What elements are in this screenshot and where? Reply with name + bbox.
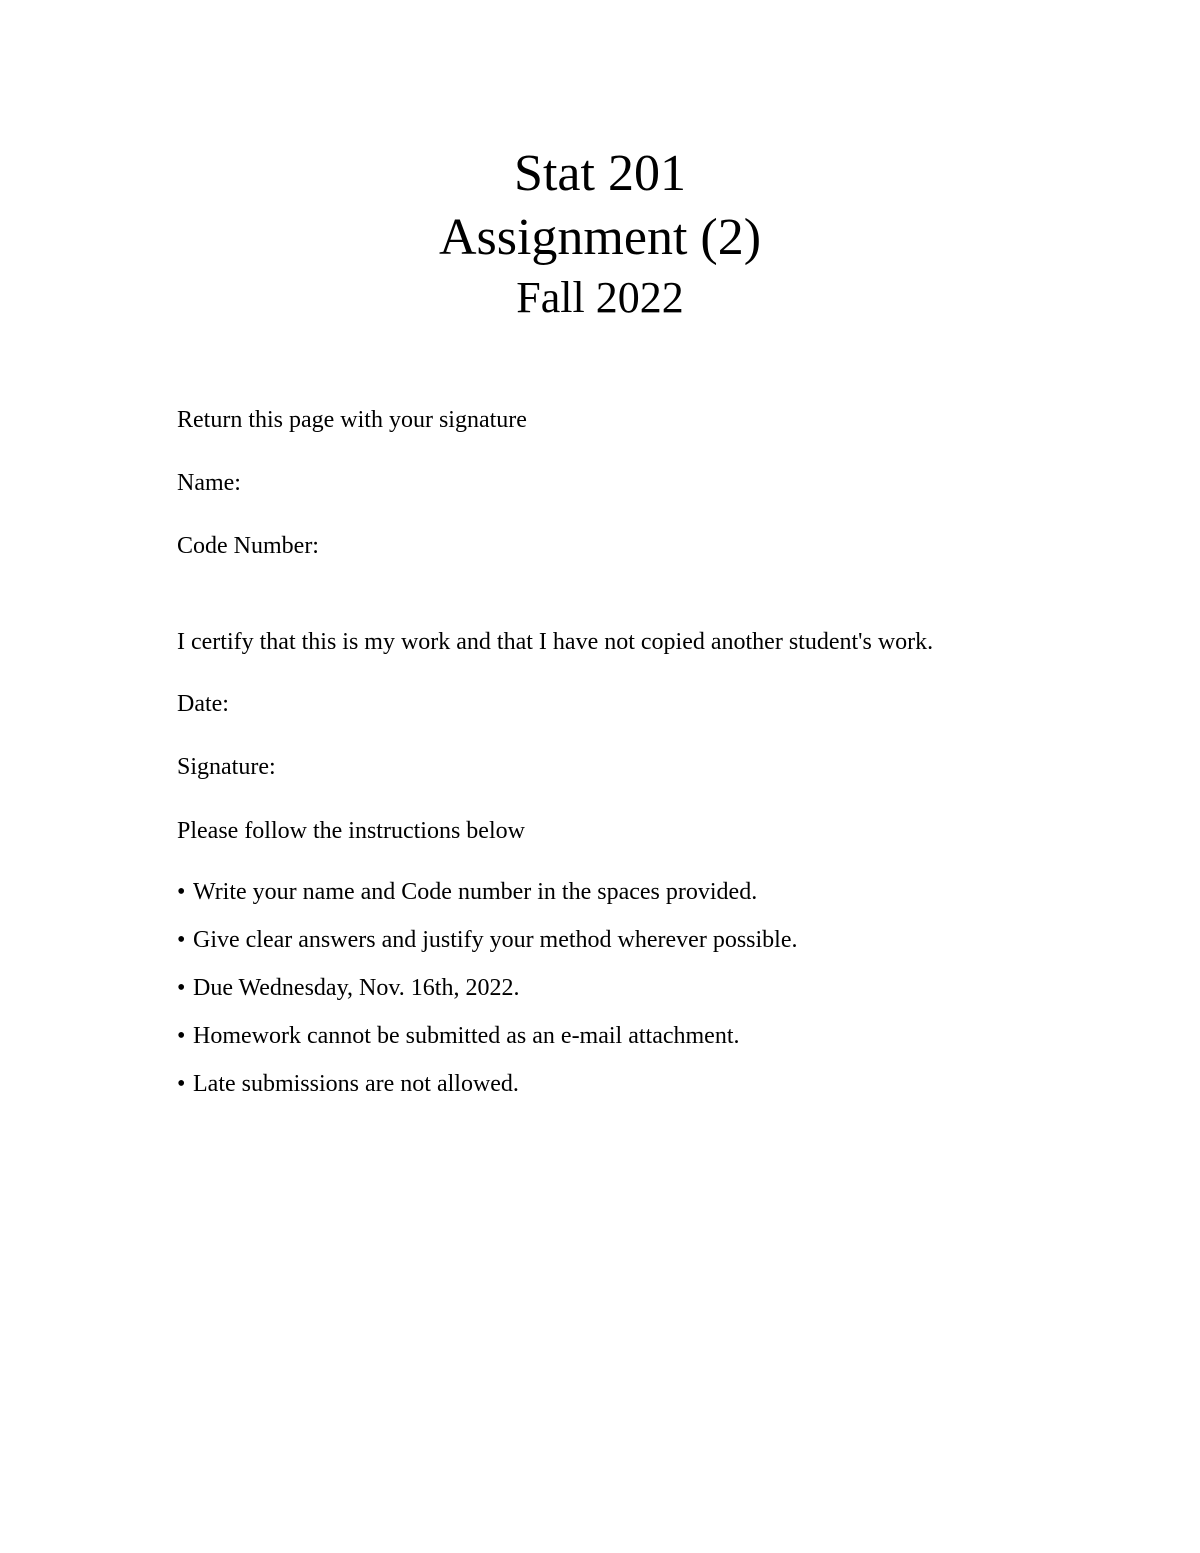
instructions-heading: Please follow the instructions below: [177, 818, 525, 844]
signature-label: Signature:: [177, 754, 276, 780]
course-title: Stat 201: [514, 145, 686, 202]
instructions-list: [177, 880, 798, 1120]
instruction-text: Late submissions are not allowed.: [193, 1071, 519, 1097]
instruction-text: Write your name and Code number in the spaces provided.: [193, 879, 758, 905]
assignment-title: Assignment (2): [438, 209, 762, 266]
bullet-icon: •: [177, 927, 186, 953]
list-item: [177, 1072, 798, 1120]
certify-statement: I certify that this is my work and that I have not copied another student's work.: [177, 629, 934, 655]
list-item: [177, 928, 798, 976]
list-item: [177, 1024, 798, 1072]
date-label: Date:: [177, 691, 229, 717]
return-note: Return this page with your signature: [177, 407, 527, 433]
instruction-text: Due Wednesday, Nov. 16th, 2022.: [193, 975, 520, 1001]
bullet-icon: •: [177, 1071, 186, 1097]
term-title: Fall 2022: [516, 273, 684, 322]
code-number-label: Code Number:: [177, 533, 319, 559]
list-item: [177, 880, 798, 928]
instruction-text: Homework cannot be submitted as an e-mail attachment.: [193, 1023, 740, 1049]
list-item: [177, 976, 798, 1024]
bullet-icon: •: [177, 975, 186, 1001]
instruction-text: Give clear answers and justify your method wherever possible.: [193, 927, 798, 953]
bullet-icon: •: [177, 1023, 186, 1049]
name-label: Name:: [177, 470, 241, 496]
bullet-icon: •: [177, 879, 186, 905]
